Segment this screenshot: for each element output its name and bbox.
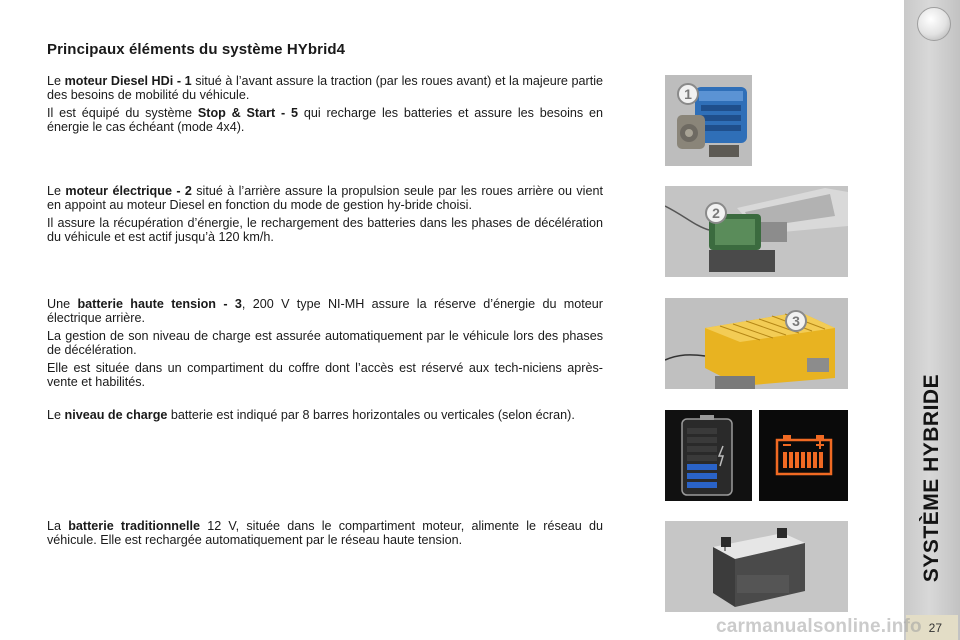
chapter-title: SYSTÈME HYBRIDE bbox=[920, 373, 943, 583]
electric-motor-text bbox=[47, 184, 603, 248]
charge-level-text bbox=[47, 408, 603, 426]
page-number: 27 bbox=[906, 615, 958, 640]
electric-para-2: Il assure la récupération d’énergie, le rechargement des batteries dans les phases de décélération du véhicule et est actif jusqu’à 120 km/h. bbox=[47, 216, 603, 244]
diesel-para-2: Il est équipé du système Stop & Start - 5 qui recharge les batteries et assure les besoins en énergie le cas échéant (mode 4x4). bbox=[47, 106, 603, 134]
diesel-para-1: Le moteur Diesel HDi - 1 situé à l’avant assure la traction (par les roues avant) et la majeure partie des besoins de mobilité du véhicule. bbox=[47, 74, 603, 102]
charge-para-1: Le niveau de charge batterie est indiqué par 8 barres horizontales ou verticales (selon écran). bbox=[47, 408, 575, 422]
diesel-engine-image bbox=[665, 75, 752, 166]
electric-motor-image bbox=[665, 186, 848, 277]
hv-para-3: Elle est située dans un compartiment du coffre dont l’accès est réservé aux tech-niciens après-vente et habilités. bbox=[47, 361, 603, 389]
section-heading: Principaux éléments du système HYbrid4 bbox=[47, 41, 346, 58]
electric-para-1: Le moteur électrique - 2 situé à l’arrière assure la propulsion seule par les roues arrière ou vient en appoint au moteur Diesel en fonction du mode de gestion hy-bride choisi. bbox=[47, 184, 603, 212]
diesel-engine-text bbox=[47, 74, 603, 138]
hv-para-1: Une batterie haute tension - 3, 200 V type NI-MH assure la réserve d’énergie du moteur électrique arrière. bbox=[47, 297, 603, 325]
charge-battery-image bbox=[759, 410, 848, 501]
hv-para-2: La gestion de son niveau de charge est assurée automatiquement par le véhicule lors des phases de décélération. bbox=[47, 329, 603, 357]
std-battery-text bbox=[47, 519, 603, 551]
std-para-1: La batterie traditionnelle 12 V, située dans le compartiment moteur, alimente le réseau du véhicule. Elle est rechargée automatiquement par le réseau haute tension. bbox=[47, 519, 603, 547]
watermark: carmanualsonline.info bbox=[716, 616, 922, 637]
charge-gauge-image bbox=[665, 410, 752, 501]
hv-battery-image bbox=[665, 298, 848, 389]
hv-battery-text bbox=[47, 297, 603, 393]
callout-2-icon: 2 bbox=[705, 202, 727, 224]
callout-3-icon: 3 bbox=[785, 310, 807, 332]
callout-1-icon: 1 bbox=[677, 83, 699, 105]
std-battery-image bbox=[665, 521, 848, 612]
chapter-badge-icon bbox=[917, 7, 951, 41]
